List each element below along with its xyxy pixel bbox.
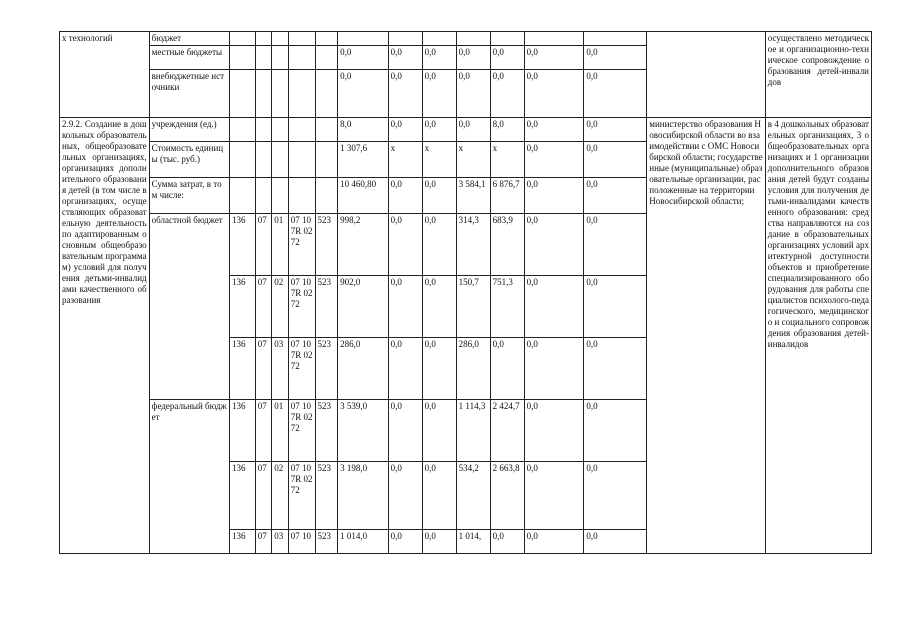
amount-cell: 683,9 <box>490 214 524 276</box>
table-cell <box>272 70 288 118</box>
amount-cell: 1 114,3 <box>456 400 490 462</box>
budget-code-cell: 136 <box>230 214 256 276</box>
table-cell <box>315 178 338 214</box>
table-cell <box>288 118 315 142</box>
table-cell <box>255 118 271 142</box>
budget-code-cell: 07 10 7R 02 72 <box>288 462 315 530</box>
amount-cell: 2 424,7 <box>490 400 524 462</box>
amount-cell: 150,7 <box>456 276 490 338</box>
budget-code-cell: 136 <box>230 462 256 530</box>
amount-cell: 0,0 <box>422 118 456 142</box>
table-cell <box>230 118 256 142</box>
amount-cell: 0,0 <box>422 276 456 338</box>
amount-cell: 0,0 <box>422 338 456 400</box>
activity-description: 2.9.2. Создание в дошкольных образовательных, общеобразовательных организациях, организациях дополнительного образования детей (в том числе в организациях, осуществляющих образовательную деятельность по адаптированным основным общеобразовательным программам) условий для получения детьми-инвалидами качественного образования <box>60 118 150 554</box>
responsible-executors: министерство образования Новосибирской области во взаимодействии с ОМС Новосибирской области; государственные (муниципальные) образовательные организации, расположенные на территории Новосибирской области; <box>647 118 766 554</box>
source-label: внебюджетные источники <box>149 70 229 118</box>
budget-code-cell: 07 <box>255 530 271 554</box>
table-cell <box>315 118 338 142</box>
table-row <box>60 32 872 46</box>
amount-cell: 0,0 <box>490 70 524 118</box>
amount-cell: 2 663,8 <box>490 462 524 530</box>
amount-cell: 0,0 <box>584 142 647 178</box>
amount-cell: 0,0 <box>524 214 584 276</box>
amount-cell: 0,0 <box>584 46 647 70</box>
budget-code-cell: 07 10 <box>288 530 315 554</box>
budget-code-cell: 01 <box>272 214 288 276</box>
table-row <box>60 118 872 142</box>
amount-cell: 0,0 <box>388 462 422 530</box>
indicator-label: учреждения (ед.) <box>149 118 229 142</box>
amount-cell: x <box>456 142 490 178</box>
budget-code-cell: 523 <box>315 214 338 276</box>
amount-cell <box>338 32 388 46</box>
source-label: бюджет <box>149 32 229 46</box>
amount-cell: 0,0 <box>490 530 524 554</box>
budget-code-cell: 136 <box>230 338 256 400</box>
amount-cell: 0,0 <box>524 530 584 554</box>
amount-cell: 0,0 <box>338 70 388 118</box>
program-table <box>59 31 872 554</box>
budget-code-cell: 523 <box>315 276 338 338</box>
amount-cell: 3 539,0 <box>338 400 388 462</box>
table-cell <box>255 70 271 118</box>
indicator-label: Стоимость единицы (тыс. руб.) <box>149 142 229 178</box>
budget-label-federal: федеральный бюджет <box>149 400 229 554</box>
table-cell <box>230 178 256 214</box>
amount-cell <box>456 32 490 46</box>
budget-code-cell: 07 <box>255 400 271 462</box>
amount-cell: 1 014, <box>456 530 490 554</box>
budget-code-cell: 07 10 7R 02 72 <box>288 276 315 338</box>
table-cell <box>272 118 288 142</box>
amount-cell: 8,0 <box>338 118 388 142</box>
budget-code-cell: 02 <box>272 276 288 338</box>
top-resp-cell <box>647 32 766 118</box>
budget-code-cell: 03 <box>272 338 288 400</box>
amount-cell: 286,0 <box>338 338 388 400</box>
budget-code-cell: 136 <box>230 276 256 338</box>
budget-code-cell: 523 <box>315 462 338 530</box>
budget-code-cell: 03 <box>272 530 288 554</box>
amount-cell: 0,0 <box>524 178 584 214</box>
amount-cell <box>388 32 422 46</box>
top-result-cell: осуществлено методическое и организационно-техническое сопровождение образования детей-инвалидов <box>765 32 871 118</box>
amount-cell: 0,0 <box>584 338 647 400</box>
amount-cell: 0,0 <box>388 178 422 214</box>
amount-cell: 534,2 <box>456 462 490 530</box>
amount-cell: 0,0 <box>388 118 422 142</box>
budget-code-cell: 07 10 7R 02 72 <box>288 214 315 276</box>
amount-cell <box>584 32 647 46</box>
amount-cell: 0,0 <box>422 530 456 554</box>
table-cell <box>230 32 256 46</box>
amount-cell: 314,3 <box>456 214 490 276</box>
table-cell <box>272 46 288 70</box>
amount-cell: 998,2 <box>338 214 388 276</box>
table-cell <box>288 46 315 70</box>
table-cell <box>288 32 315 46</box>
amount-cell: 0,0 <box>584 462 647 530</box>
amount-cell: 10 460,80 <box>338 178 388 214</box>
amount-cell: 0,0 <box>422 70 456 118</box>
amount-cell: 0,0 <box>584 178 647 214</box>
table-cell <box>255 46 271 70</box>
budget-code-cell: 07 <box>255 276 271 338</box>
amount-cell: 0,0 <box>524 338 584 400</box>
amount-cell: 0,0 <box>524 118 584 142</box>
budget-code-cell: 523 <box>315 530 338 554</box>
indicator-label: Сумма затрат, в том числе: <box>149 178 229 214</box>
amount-cell: 0,0 <box>388 70 422 118</box>
amount-cell: 0,0 <box>338 46 388 70</box>
table-cell <box>230 70 256 118</box>
budget-code-cell: 136 <box>230 530 256 554</box>
amount-cell: 0,0 <box>422 400 456 462</box>
budget-code-cell: 523 <box>315 338 338 400</box>
table-cell <box>255 142 271 178</box>
budget-code-cell: 07 <box>255 214 271 276</box>
amount-cell: 0,0 <box>422 214 456 276</box>
budget-code-cell: 07 10 7R 02 72 <box>288 338 315 400</box>
amount-cell: 0,0 <box>524 46 584 70</box>
amount-cell: 6 876,7 <box>490 178 524 214</box>
amount-cell: x <box>422 142 456 178</box>
top-desc-cell: х технологий <box>60 32 150 118</box>
amount-cell: 1 014,0 <box>338 530 388 554</box>
amount-cell: 0,0 <box>388 400 422 462</box>
amount-cell: 0,0 <box>456 46 490 70</box>
amount-cell: 0,0 <box>388 214 422 276</box>
amount-cell: 0,0 <box>524 400 584 462</box>
source-label: местные бюджеты <box>149 46 229 70</box>
amount-cell: 0,0 <box>456 70 490 118</box>
amount-cell: 0,0 <box>584 214 647 276</box>
budget-code-cell: 07 <box>255 338 271 400</box>
amount-cell <box>524 32 584 46</box>
table-cell <box>288 70 315 118</box>
table-cell <box>288 178 315 214</box>
amount-cell: 3 584,1 <box>456 178 490 214</box>
expected-result: в 4 дошкольных образовательных организациях, 3 общеобразовательных организациях и 1 организации дополнительного образования детей будут созданы условия для получения детьми-инвалидами качественного образования: средства направляются на создание в образовательных организациях условий архитектурной доступности объектов и приобретение специализированного оборудования для работы специалистов психолого-педагогического, медицинского и социального сопровождения образования детей-инвалидов <box>765 118 871 554</box>
amount-cell: 0,0 <box>388 338 422 400</box>
amount-cell: 0,0 <box>422 178 456 214</box>
budget-code-cell: 07 10 7R 02 72 <box>288 400 315 462</box>
table-cell <box>255 32 271 46</box>
amount-cell: 3 198,0 <box>338 462 388 530</box>
table-cell <box>315 32 338 46</box>
amount-cell: 0,0 <box>584 118 647 142</box>
table-cell <box>230 46 256 70</box>
budget-code-cell: 02 <box>272 462 288 530</box>
budget-code-cell: 136 <box>230 400 256 462</box>
amount-cell: x <box>388 142 422 178</box>
amount-cell: 0,0 <box>584 70 647 118</box>
amount-cell: 286,0 <box>456 338 490 400</box>
amount-cell: 0,0 <box>422 46 456 70</box>
budget-code-cell: 01 <box>272 400 288 462</box>
table-cell <box>272 142 288 178</box>
table-body <box>60 32 872 554</box>
amount-cell: 0,0 <box>524 276 584 338</box>
amount-cell: x <box>490 142 524 178</box>
table-cell <box>272 32 288 46</box>
amount-cell: 0,0 <box>584 530 647 554</box>
amount-cell: 0,0 <box>524 142 584 178</box>
amount-cell: 0,0 <box>524 70 584 118</box>
budget-label-regional: областной бюджет <box>149 214 229 400</box>
table-cell <box>315 142 338 178</box>
amount-cell: 902,0 <box>338 276 388 338</box>
amount-cell: 0,0 <box>388 530 422 554</box>
budget-code-cell: 07 <box>255 462 271 530</box>
budget-code-cell: 523 <box>315 400 338 462</box>
amount-cell: 8,0 <box>490 118 524 142</box>
table-cell <box>272 178 288 214</box>
amount-cell: 0,0 <box>524 462 584 530</box>
table-cell <box>315 46 338 70</box>
table-cell <box>288 142 315 178</box>
amount-cell: 0,0 <box>456 118 490 142</box>
amount-cell: 0,0 <box>490 338 524 400</box>
amount-cell: 0,0 <box>584 400 647 462</box>
amount-cell <box>422 32 456 46</box>
amount-cell <box>490 32 524 46</box>
table-cell <box>230 142 256 178</box>
amount-cell: 0,0 <box>388 46 422 70</box>
amount-cell: 0,0 <box>388 276 422 338</box>
amount-cell: 0,0 <box>422 462 456 530</box>
amount-cell: 1 307,6 <box>338 142 388 178</box>
amount-cell: 0,0 <box>490 46 524 70</box>
table-cell <box>255 178 271 214</box>
amount-cell: 0,0 <box>584 276 647 338</box>
table-cell <box>315 70 338 118</box>
amount-cell: 751,3 <box>490 276 524 338</box>
